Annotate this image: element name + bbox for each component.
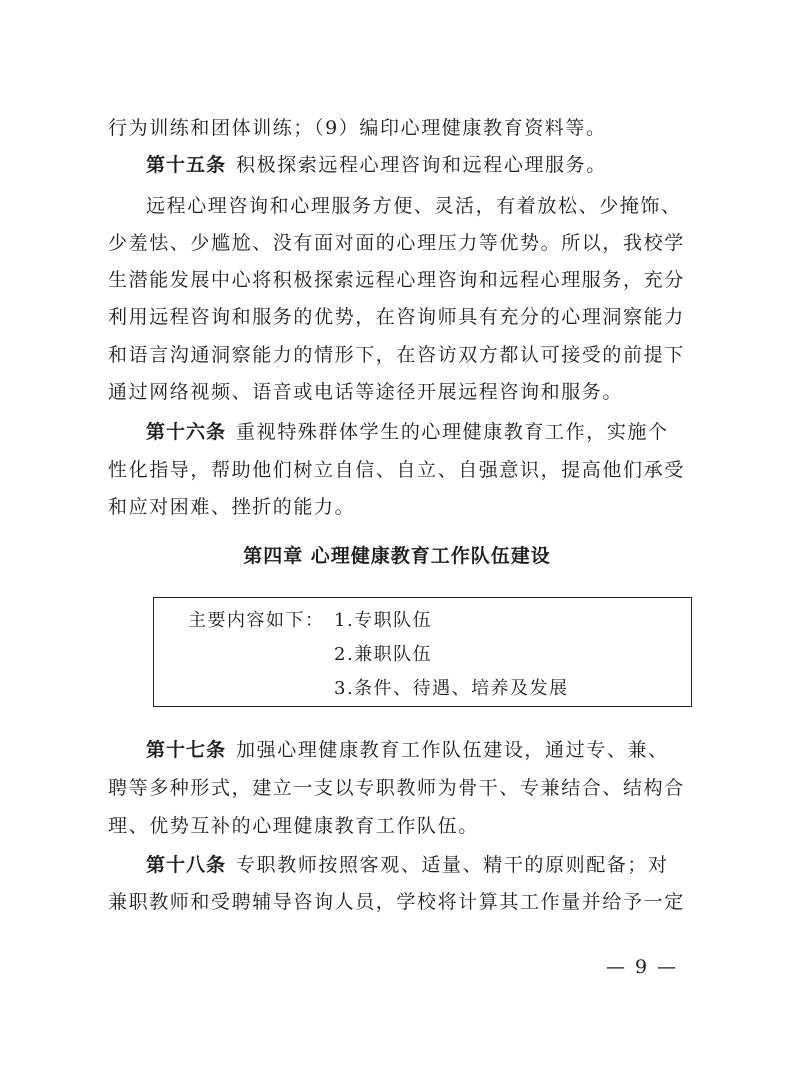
paragraph-line: 生潜能发展中心将积极探索远程心理咨询和远程心理服务，充分 (108, 269, 685, 291)
box-item: 1.专职队伍 (334, 610, 433, 631)
paragraph-line: 和语言沟通洞察能力的情形下，在咨访双方都认可接受的前提下 (108, 344, 685, 366)
article-18-heading: 第十八条 (146, 854, 227, 876)
paragraph-line: 和应对困难、挫折的能力。 (108, 496, 356, 518)
article-15-heading: 第十五条 (146, 154, 227, 176)
paragraph-line: 性化指导，帮助他们树立自信、自立、自强意识，提高他们承受 (108, 459, 685, 481)
box-item: 3.条件、待遇、培养及发展 (334, 678, 569, 699)
paragraph-line: 兼职教师和受聘辅导咨询人员，学校将计算其工作量并给予一定 (108, 891, 685, 913)
content-summary-box (153, 597, 692, 707)
article-17-heading: 第十七条 (146, 739, 227, 761)
article-17-text: 加强心理健康教育工作队伍建设，通过专、兼、 (236, 739, 669, 761)
paragraph-line: 利用远程咨询和服务的优势，在咨询师具有充分的心理洞察能力 (108, 306, 685, 328)
chapter-title: 第四章 心理健康教育工作队伍建设 (243, 545, 551, 567)
paragraph-line: 行为训练和团体训练；（9）编印心理健康教育资料等。 (108, 117, 607, 139)
box-intro: 主要内容如下： (188, 610, 325, 631)
article-18-text: 专职教师按照客观、适量、精干的原则配备；对 (236, 854, 669, 876)
article-16-text: 重视特殊群体学生的心理健康教育工作，实施个 (236, 421, 669, 443)
page-number: — 9 — (606, 956, 679, 978)
article-16 (146, 420, 698, 444)
box-item: 2.兼职队伍 (334, 644, 433, 665)
article-17 (146, 738, 698, 762)
article-16-heading: 第十六条 (146, 421, 227, 443)
paragraph-line: 少羞怯、少尴尬、没有面对面的心理压力等优势。所以，我校学 (108, 232, 685, 254)
paragraph-line: 理、优势互补的心理健康教育工作队伍。 (108, 815, 479, 837)
article-18 (146, 853, 698, 877)
article-15 (146, 153, 698, 177)
paragraph-line: 聘等多种形式，建立一支以专职教师为骨干、专兼结合、结构合 (108, 777, 685, 799)
paragraph-line: 远程心理咨询和心理服务方便、灵活，有着放松、少掩饰、 (146, 195, 682, 217)
article-15-text: 积极探索远程心理咨询和远程心理服务。 (236, 154, 607, 176)
paragraph-line: 通过网络视频、语音或电话等途径开展远程咨询和服务。 (108, 381, 624, 403)
